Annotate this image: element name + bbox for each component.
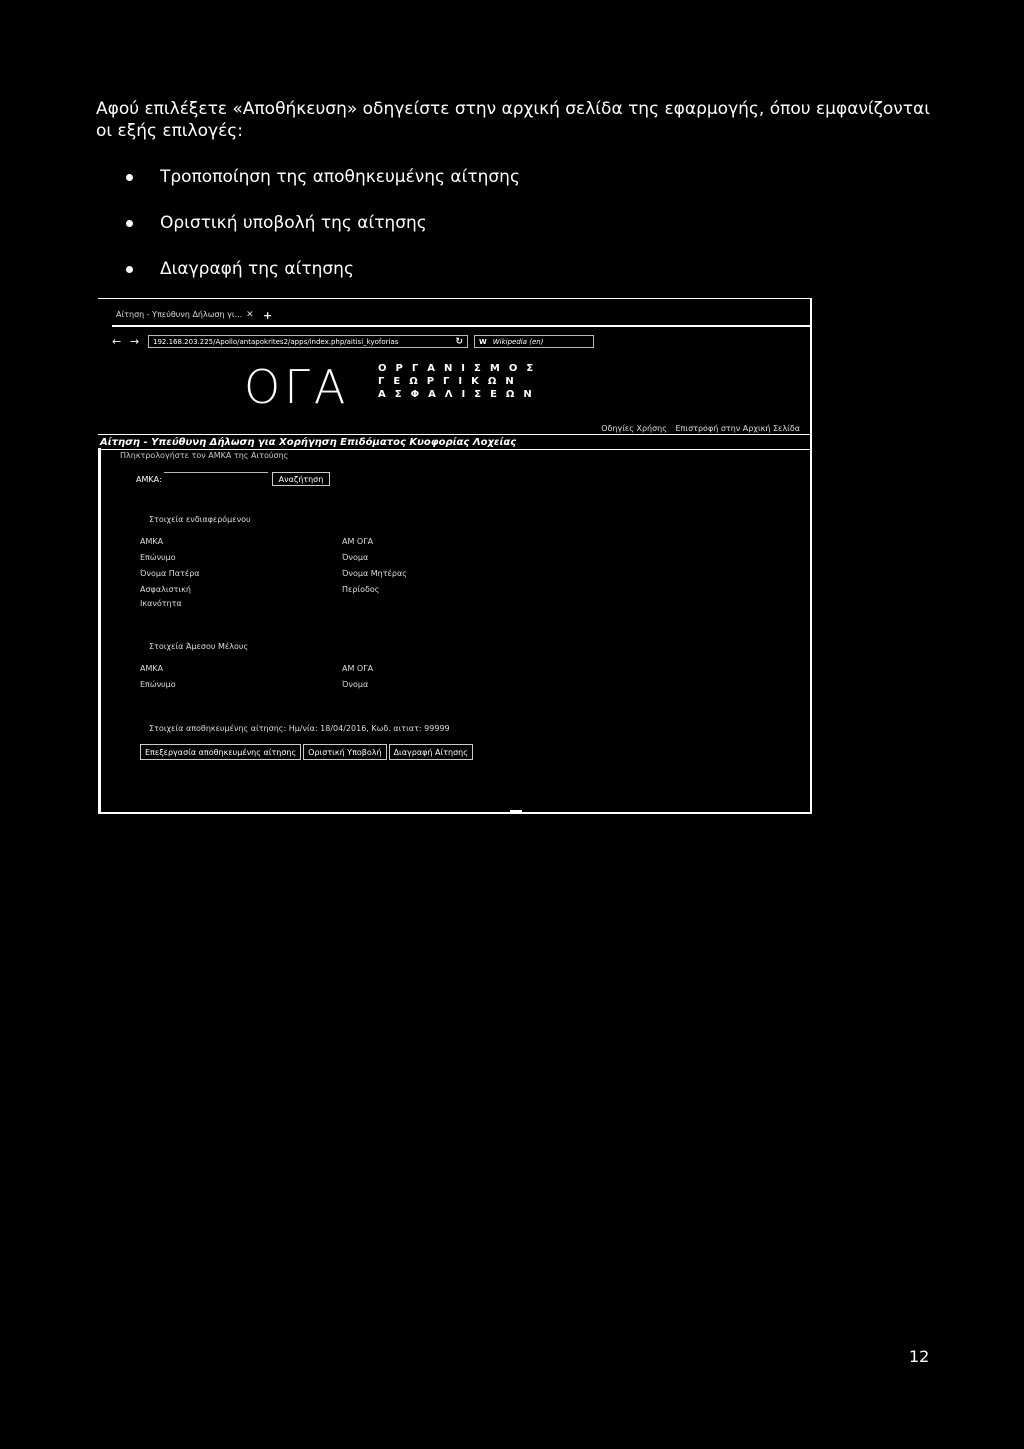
field-label: Ικανότητα bbox=[140, 599, 182, 608]
list-item: Οριστική υποβολή της αίτησης bbox=[126, 212, 520, 258]
list-item: Τροποποίηση της αποθηκευμένης αίτησης bbox=[126, 166, 520, 212]
logo-line: ΓΕΩΡΓΙΚΩΝ bbox=[378, 376, 523, 387]
browser-tab[interactable] bbox=[116, 310, 254, 320]
tab-strip-divider bbox=[112, 325, 812, 327]
logo-line: ΟΡΓΑΝΙΣΜΟΣ bbox=[378, 363, 543, 374]
action-buttons bbox=[140, 744, 473, 760]
field-label: Επώνυμο bbox=[140, 553, 176, 562]
page-title: Αίτηση - Υπεύθυνη Δήλωση για Χορήγηση Επιδόματος Κυοφορίας Λοχείας bbox=[100, 437, 517, 448]
options-list bbox=[126, 166, 520, 304]
close-icon[interactable]: ✕ bbox=[246, 310, 254, 320]
instruction-text: Πληκτρολογήστε τον ΑΜΚΑ της Αιτούσης bbox=[120, 451, 289, 460]
field-label: Όνομα bbox=[342, 553, 369, 562]
divider bbox=[98, 449, 812, 450]
application-screenshot bbox=[98, 298, 812, 814]
search-bar[interactable] bbox=[474, 335, 594, 348]
url-text: 192.168.203.225/Apollo/antapokrites2/apps/index.php/aitisi_kyoforias bbox=[153, 338, 399, 346]
search-button[interactable]: Αναζήτηση bbox=[272, 472, 330, 486]
field-label: Επώνυμο bbox=[140, 680, 176, 689]
field-label: ΑΜΚΑ bbox=[140, 537, 164, 546]
home-link[interactable]: Επιστροφή στην Αρχική Σελίδα bbox=[675, 424, 800, 433]
forward-arrow-icon[interactable]: → bbox=[130, 335, 140, 348]
field-label: Ασφαλιστική bbox=[140, 585, 191, 594]
frame-border bbox=[98, 298, 812, 299]
final-submit-button[interactable]: Οριστική Υποβολή bbox=[303, 744, 386, 760]
field-label: ΑΜ ΟΓΑ bbox=[342, 664, 374, 673]
logo-text bbox=[378, 362, 542, 401]
logo-oga: ΟΓΑ bbox=[244, 360, 350, 414]
delete-application-button[interactable]: Διαγραφή Αίτησης bbox=[389, 744, 473, 760]
logo-line: ΑΣΦΑΛΙΣΕΩΝ bbox=[378, 389, 541, 400]
tab-title: Αίτηση - Υπεύθυνη Δήλωση γι... bbox=[116, 310, 243, 319]
page-number: 12 bbox=[909, 1347, 930, 1366]
field-label: Όνομα Μητέρας bbox=[342, 569, 407, 578]
intro-paragraph: Αφού επιλέξετε «Αποθήκευση» οδηγείστε στην αρχική σελίδα της εφαρμογής, όπου εμφανίζονται οι εξής επιλογές: bbox=[96, 99, 930, 141]
new-tab-icon[interactable]: + bbox=[263, 309, 273, 322]
list-item: Διαγραφή της αίτησης bbox=[126, 258, 520, 304]
frame-border bbox=[810, 298, 812, 814]
field-label: Όνομα bbox=[342, 680, 369, 689]
reload-icon[interactable]: ↻ bbox=[455, 337, 463, 347]
saved-application-info: Στοιχεία αποθηκευμένης αίτησης: Ημ/νία: 18/04/2016, Κωδ. αιτιατ: 99999 bbox=[149, 724, 450, 733]
address-bar[interactable] bbox=[148, 335, 468, 348]
field-label: ΑΜΚΑ bbox=[140, 664, 164, 673]
frame-border bbox=[98, 448, 101, 814]
amka-label: ΑΜΚΑ: bbox=[136, 475, 162, 484]
amka-input[interactable] bbox=[164, 472, 268, 485]
field-label: Περίοδος bbox=[342, 585, 380, 594]
back-arrow-icon[interactable]: ← bbox=[112, 335, 122, 348]
section-heading-interested: Στοιχεία ενδιαφερόμενου bbox=[149, 515, 251, 524]
field-label: ΑΜ ΟΓΑ bbox=[342, 537, 374, 546]
divider bbox=[98, 434, 812, 435]
edit-saved-application-button[interactable]: Επεξεργασία αποθηκευμένης αίτησης bbox=[140, 744, 301, 760]
field-label: Όνομα Πατέρα bbox=[140, 569, 200, 578]
help-link[interactable]: Οδηγίες Χρήσης bbox=[601, 424, 667, 433]
wikipedia-icon: W bbox=[479, 338, 487, 346]
search-engine-label: Wikipedia (en) bbox=[492, 338, 544, 346]
top-links bbox=[595, 424, 800, 433]
scrollbar-thumb[interactable] bbox=[510, 810, 522, 814]
section-heading-member: Στοιχεία Άμεσου Μέλους bbox=[149, 642, 249, 651]
frame-border bbox=[98, 812, 812, 814]
